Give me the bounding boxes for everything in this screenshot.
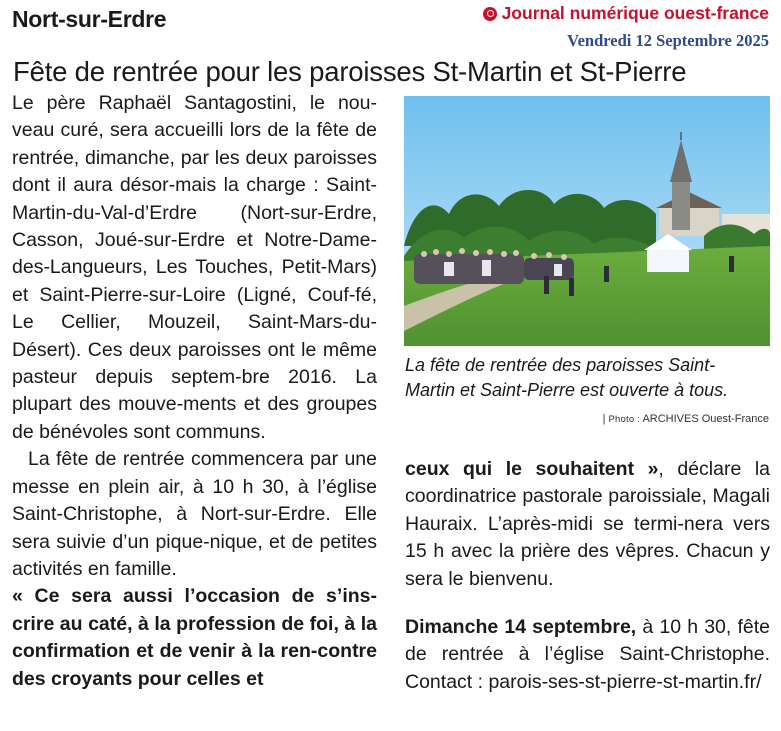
ouest-france-logo-icon	[483, 7, 497, 21]
quote-part-1	[12, 583, 377, 693]
paragraph-3-rest: , déclare la coordinatrice pastorale paroissiale, Magali Hauraix. L’après-midi se termi-nera vers 15 h avec la prière des vêpres. Chacun y sera le bienvenu.	[405, 458, 770, 590]
publication-date: Vendredi 12 Septembre 2025	[567, 31, 769, 50]
quote-text-1: « Ce sera aussi l’occasion de s’ins-crire au caté, à la profession de foi, à la confirmation et de venir à la ren-contre des croyants pour celles et	[12, 585, 377, 690]
church-fete-photo-icon	[404, 96, 770, 346]
journal-name: Journal numérique ouest-france	[501, 3, 769, 23]
article-column-right	[405, 456, 770, 593]
town-name: Nort-sur-Erdre	[12, 6, 167, 32]
photo-caption: La fête de rentrée des paroisses Saint-Martin et Saint-Pierre est ouverte à tous.	[405, 355, 729, 400]
event-info	[405, 614, 770, 696]
paragraph-3	[405, 456, 770, 593]
paragraph-2: La fête de rentrée commencera par une messe en plein air, à 10 h 30, à l’église Saint-Christophe, à Nort-sur-Erdre. Elle sera suivie d’un pique-nique, et de petites activités en famille.	[12, 448, 377, 580]
photo-credit: | Photo : ARCHIVES Ouest-France	[602, 413, 769, 425]
paragraph-1: Le père Raphaël Santagostini, le nou-veau curé, sera accueilli lors de la fête de rentrée, dimanche, par les deux paroisses dont il aura désor-mais la charge : Saint-Martin-du-Val-d’Erdre (Nort-sur-Erdre, Casson, Joué-sur-Erdre et Notre-Dame-des-Langueurs, Les Touches, Petit-Mars) et Saint-Pierre-sur-Loire (Ligné, Couf-fé, Le Cellier, Mouzeil, Saint-Mars-du-Désert). Ces deux paroisses ont le même pasteur depuis septem-bre 2016. La plupart des mouve-ments et des groupes de bénévoles sont communs.	[12, 92, 377, 443]
article-headline: Fête de rentrée pour les paroisses St-Martin et St-Pierre	[13, 56, 687, 87]
journal-brand	[483, 3, 769, 24]
event-details: à 10 h 30, fête de rentrée à l’église Saint-Christophe. Contact : parois-ses-st-pierre-st-martin.fr/	[405, 616, 770, 693]
event-date: Dimanche 14 septembre,	[405, 616, 637, 638]
article-column-left	[12, 90, 377, 693]
credit-source: ARCHIVES Ouest-France	[642, 413, 769, 425]
quote-text-2: ceux qui le souhaitent »	[405, 458, 659, 480]
credit-label: Photo :	[608, 414, 640, 425]
article-photo	[404, 96, 770, 346]
event-info-text	[405, 614, 770, 696]
